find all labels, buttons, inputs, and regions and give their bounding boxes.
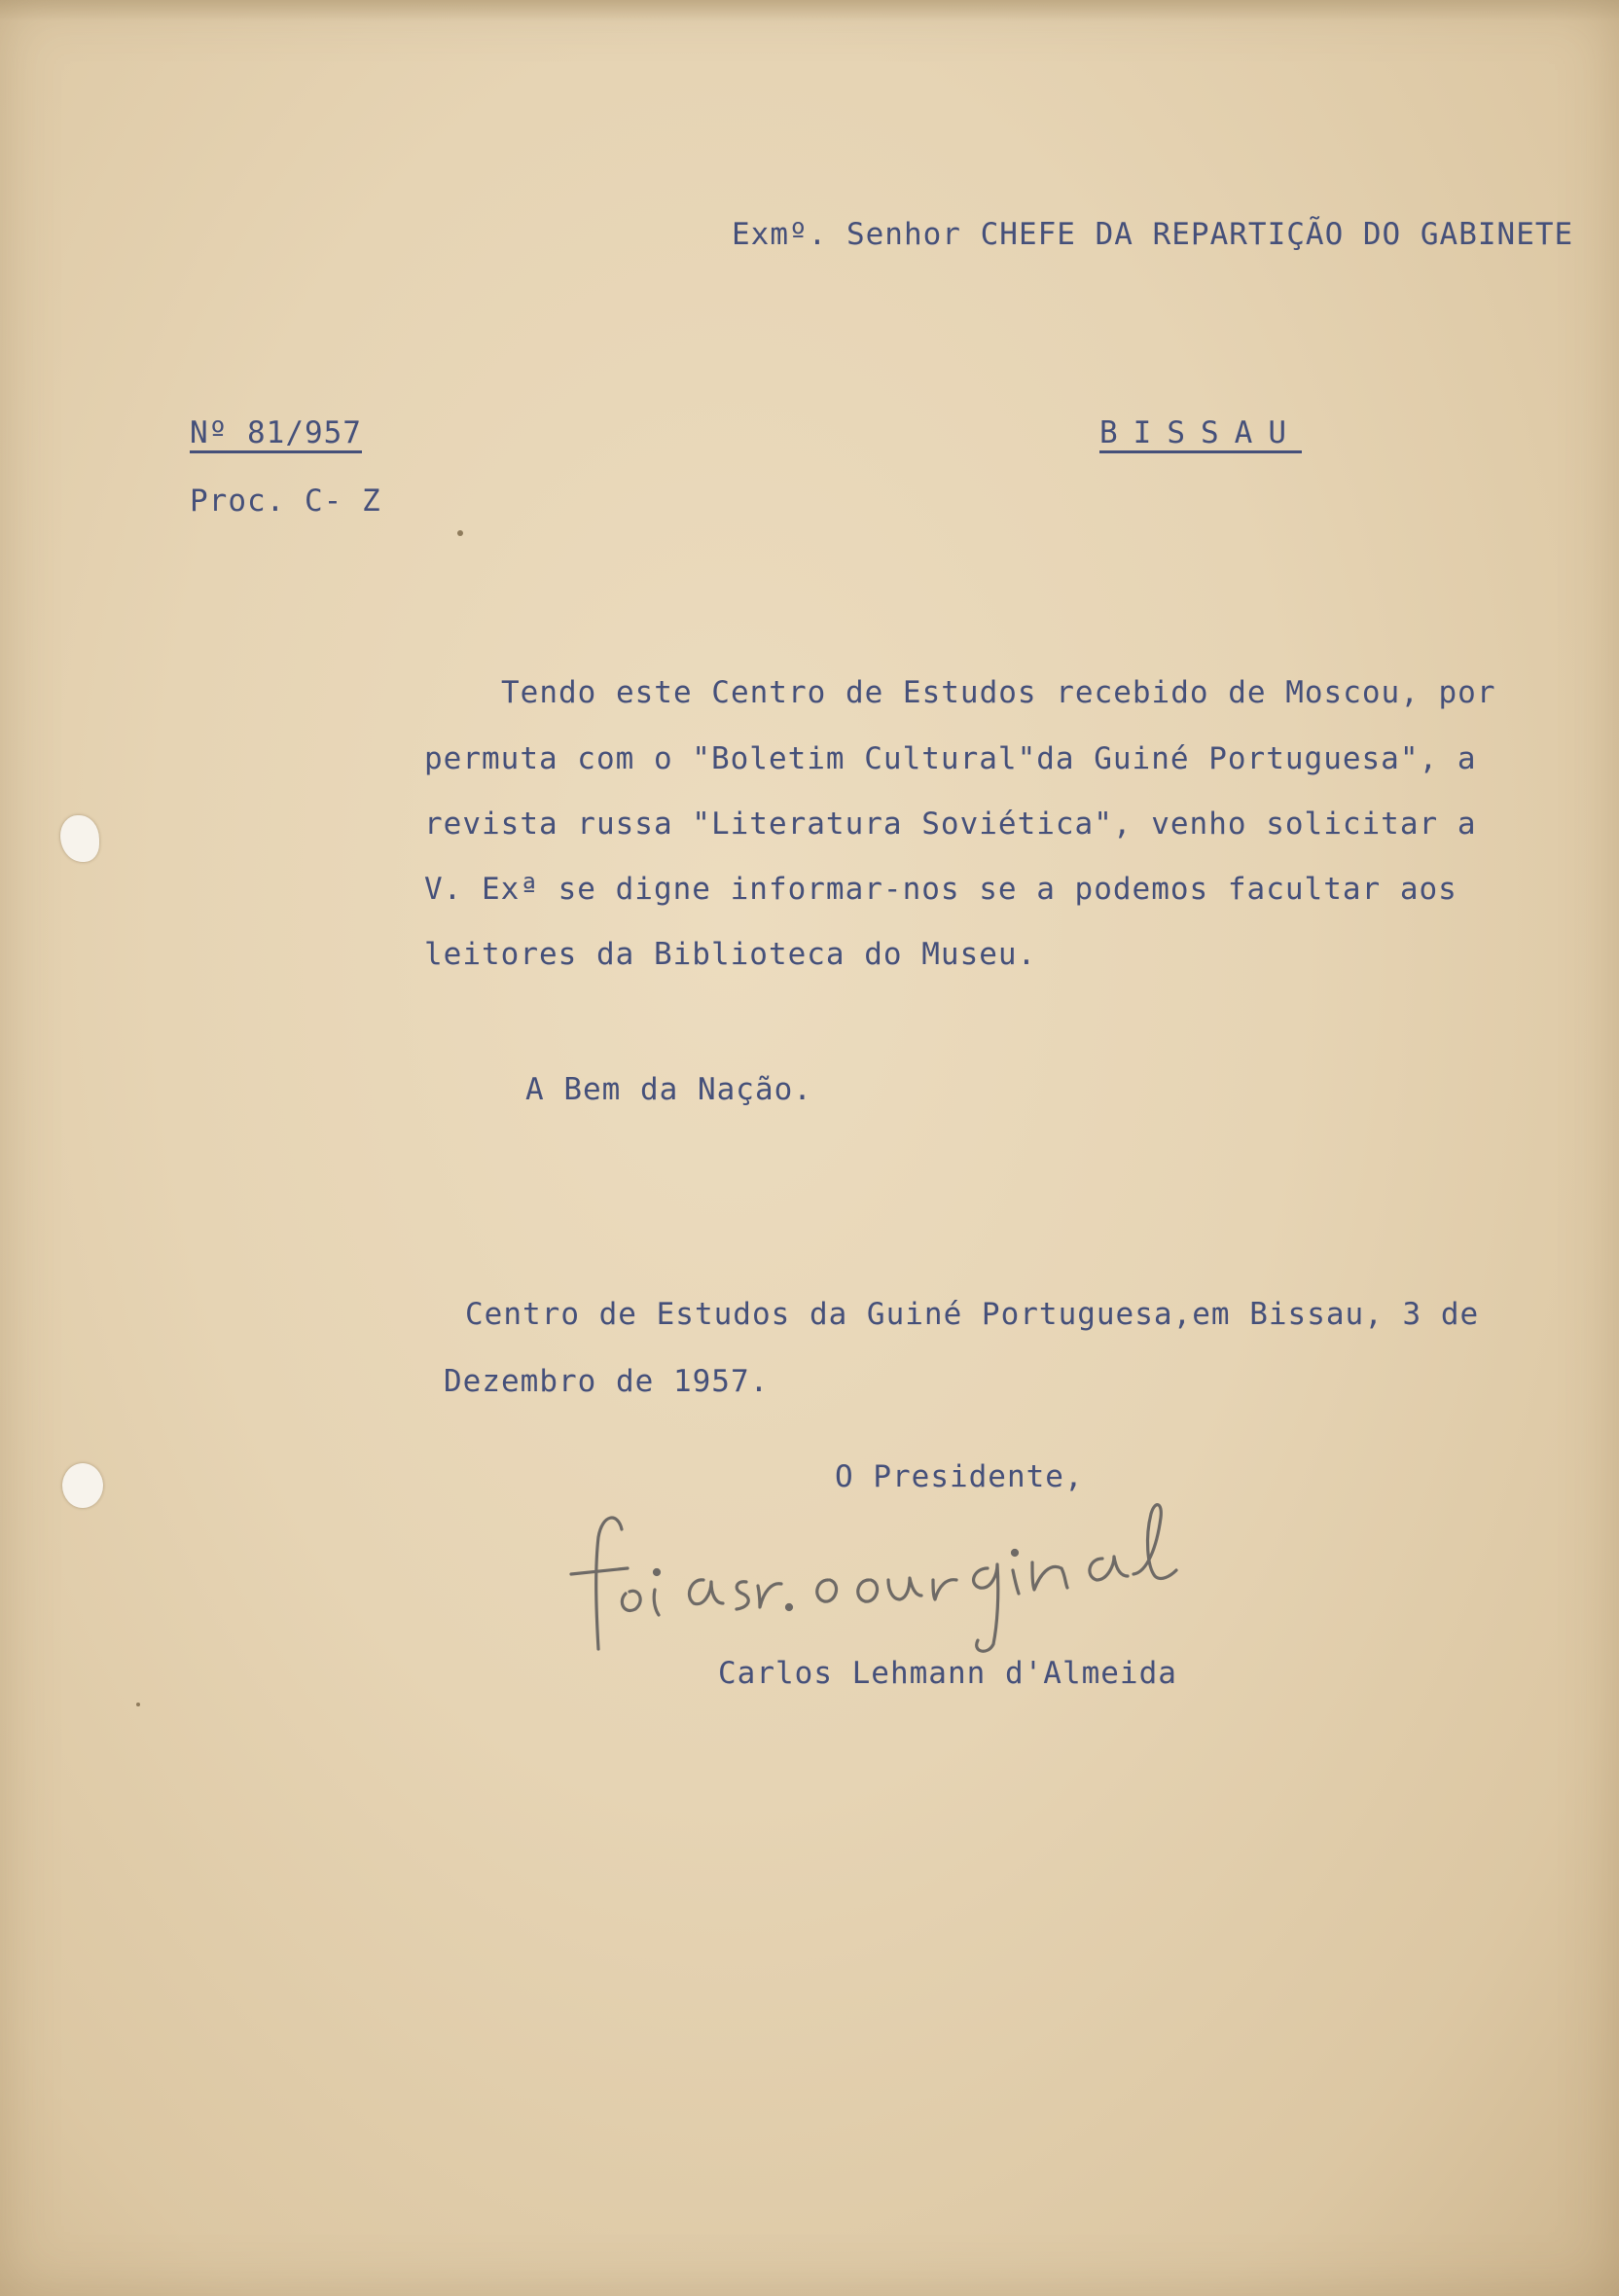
punch-hole xyxy=(62,1463,103,1508)
body-line: V. Exª se digne informar-nos se a podemos facultar aos xyxy=(424,872,1457,907)
place-date-line: Centro de Estudos da Guiné Portuguesa,em Bissau, 3 de xyxy=(465,1297,1480,1332)
addressee: Exmº. Senhor CHEFE DA REPARTIÇÃO DO GABINETE xyxy=(732,217,1574,252)
closing-salutation: A Bem da Nação. xyxy=(525,1072,812,1107)
signatory-name: Carlos Lehmann d'Almeida xyxy=(718,1656,1177,1691)
paper-edge xyxy=(0,0,1619,21)
reference-number: Nº 81/957 xyxy=(190,415,362,450)
place-date-line: Dezembro de 1957. xyxy=(444,1364,770,1399)
body-line: permuta com o "Boletim Cultural"da Guiné Portuguesa", a xyxy=(424,741,1477,776)
body-line: Tendo este Centro de Estudos recebido de Moscou, por xyxy=(501,675,1496,710)
city-heading: BISSAU xyxy=(1099,415,1302,450)
punch-hole xyxy=(60,815,99,862)
paper-speck xyxy=(136,1703,140,1706)
body-line: revista russa "Literatura Soviética", venho solicitar a xyxy=(424,807,1477,842)
handwritten-note-drawing xyxy=(559,1479,1221,1664)
process-number: Proc. C- Z xyxy=(190,484,381,519)
handwritten-note xyxy=(559,1479,1221,1664)
signatory-title: O Presidente, xyxy=(835,1459,1084,1494)
body-line: leitores da Biblioteca do Museu. xyxy=(424,937,1037,972)
paper-speck xyxy=(457,530,463,536)
